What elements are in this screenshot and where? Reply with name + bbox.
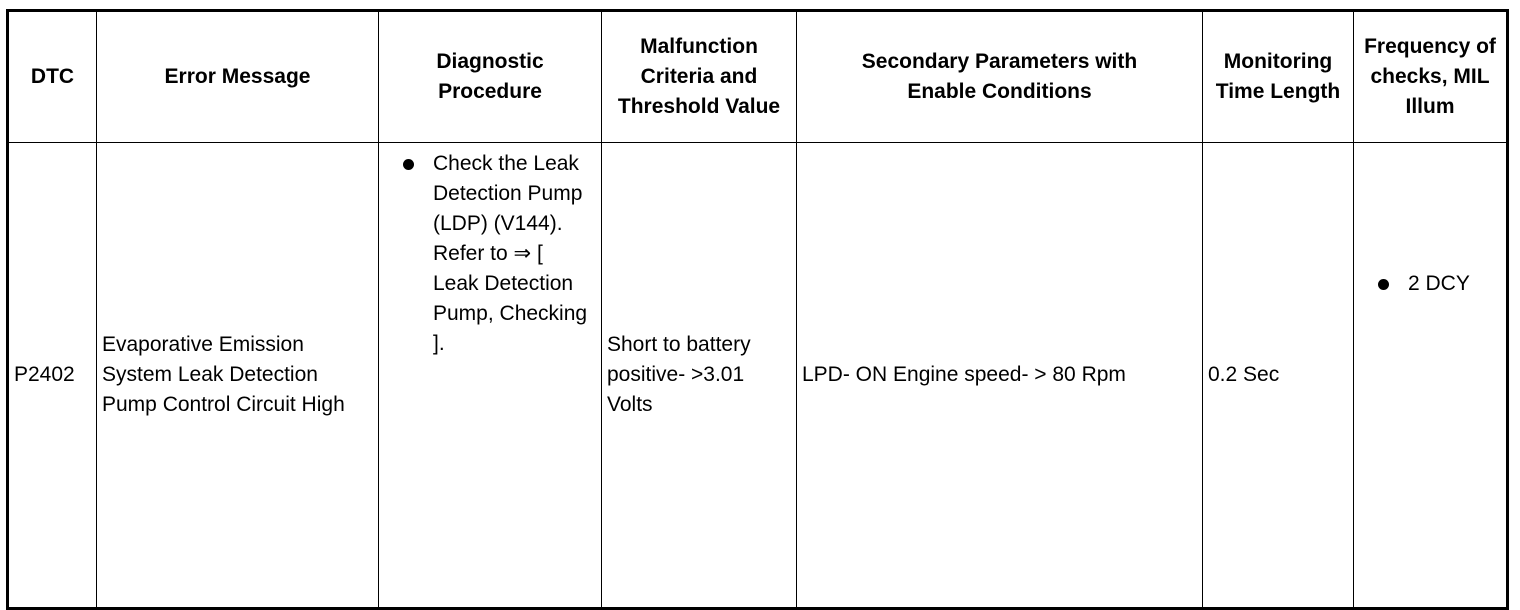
cell-malfunction-criteria: Short to battery positive- >3.01 Volts xyxy=(602,143,797,609)
header-diagnostic-procedure: Diagnostic Procedure xyxy=(379,11,602,143)
dtc-table-wrapper xyxy=(6,9,1509,610)
procedure-text: Check the Leak Detection Pump (LDP) (V144). Refer to ⇒ [ Leak Detection Pump, Checking ]. xyxy=(433,152,588,355)
cell-diagnostic-procedure xyxy=(379,143,602,609)
cell-frequency xyxy=(1354,143,1508,609)
header-row xyxy=(8,11,1508,143)
list-item xyxy=(379,149,601,359)
dtc-table xyxy=(6,9,1509,610)
cell-monitoring-time: 0.2 Sec xyxy=(1203,143,1354,609)
cell-secondary-parameters: LPD- ON Engine speed- > 80 Rpm xyxy=(797,143,1203,609)
header-monitoring-time: Monitoring Time Length xyxy=(1203,11,1354,143)
cell-dtc: P2402 xyxy=(8,143,97,609)
frequency-text: 2 DCY xyxy=(1408,272,1470,295)
header-secondary-parameters: Secondary Parameters with Enable Conditions xyxy=(797,11,1203,143)
bullet-icon xyxy=(403,159,414,170)
list-item xyxy=(1354,269,1506,299)
header-frequency: Frequency of checks, MIL Illum xyxy=(1354,11,1508,143)
table-row xyxy=(8,143,1508,609)
header-dtc: DTC xyxy=(8,11,97,143)
bullet-icon xyxy=(1378,279,1389,290)
header-error-message: Error Message xyxy=(97,11,379,143)
header-malfunction-criteria: Malfunction Criteria and Threshold Value xyxy=(602,11,797,143)
cell-error-message: Evaporative Emission System Leak Detection Pump Control Circuit High xyxy=(97,143,379,609)
